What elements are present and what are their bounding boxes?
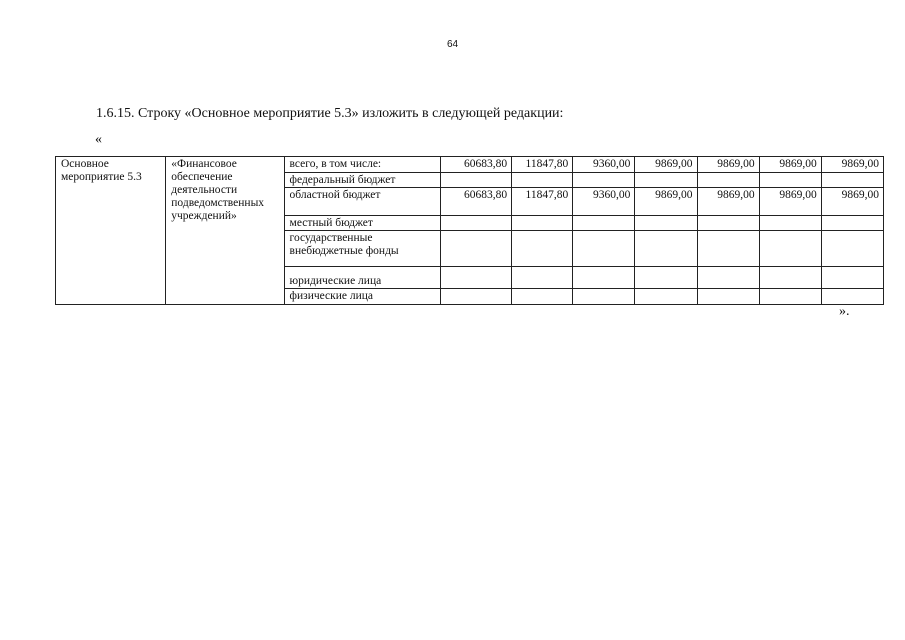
measure-table xyxy=(55,156,884,305)
value-cell: 9869,00 xyxy=(635,157,697,173)
value-cell xyxy=(759,267,821,289)
source-cell: федеральный бюджет xyxy=(284,173,440,188)
value-cell xyxy=(635,173,697,188)
value-cell xyxy=(759,216,821,231)
source-cell xyxy=(284,267,440,289)
page-number: 64 xyxy=(446,39,459,50)
value-cell xyxy=(512,267,573,289)
value-cell: 9869,00 xyxy=(697,157,759,173)
value-cell xyxy=(440,267,511,289)
value-cell xyxy=(512,289,573,305)
closing-quote: ». xyxy=(839,304,850,319)
amendment-heading: 1.6.15. Строку «Основное мероприятие 5.3» изложить в следующей редакции: xyxy=(96,106,564,121)
value-cell: 9869,00 xyxy=(821,188,883,216)
value-cell: 11847,80 xyxy=(512,157,573,173)
source-cell: областной бюджет xyxy=(284,188,440,216)
value-cell: 9869,00 xyxy=(821,157,883,173)
value-cell xyxy=(635,289,697,305)
value-cell: 9869,00 xyxy=(697,188,759,216)
value-cell xyxy=(573,267,635,289)
table-body xyxy=(56,157,884,305)
value-cell xyxy=(697,231,759,267)
value-cell xyxy=(759,289,821,305)
value-cell xyxy=(512,231,573,267)
opening-quote: « xyxy=(95,132,102,147)
source-cell: всего, в том числе: xyxy=(284,157,440,173)
value-cell xyxy=(821,173,883,188)
value-cell xyxy=(697,216,759,231)
value-cell xyxy=(821,289,883,305)
value-cell: 9869,00 xyxy=(759,188,821,216)
value-cell xyxy=(573,216,635,231)
value-cell xyxy=(440,173,511,188)
table-row xyxy=(56,157,884,173)
value-cell xyxy=(440,216,511,231)
value-cell: 9869,00 xyxy=(635,188,697,216)
value-cell xyxy=(573,289,635,305)
measure-name-cell: Основное мероприятие 5.3 xyxy=(56,157,166,305)
value-cell xyxy=(635,216,697,231)
value-cell xyxy=(759,231,821,267)
measure-title-cell: «Финансовое обеспечение деятельности подведомственных учреждений» xyxy=(166,157,284,305)
value-cell xyxy=(821,267,883,289)
value-cell xyxy=(635,231,697,267)
value-cell xyxy=(821,216,883,231)
source-cell: местный бюджет xyxy=(284,216,440,231)
source-cell: физические лица xyxy=(284,289,440,305)
value-cell xyxy=(697,173,759,188)
value-cell xyxy=(821,231,883,267)
value-cell: 60683,80 xyxy=(440,188,511,216)
value-cell: 60683,80 xyxy=(440,157,511,173)
value-cell xyxy=(759,173,821,188)
value-cell: 9869,00 xyxy=(759,157,821,173)
value-cell: 9360,00 xyxy=(573,188,635,216)
value-cell xyxy=(440,289,511,305)
value-cell xyxy=(512,173,573,188)
source-cell: государственные внебюджетные фонды xyxy=(284,231,440,267)
source-label: юридические лица xyxy=(289,275,382,287)
value-cell xyxy=(512,216,573,231)
value-cell: 9360,00 xyxy=(573,157,635,173)
value-cell xyxy=(697,267,759,289)
value-cell xyxy=(573,173,635,188)
value-cell xyxy=(573,231,635,267)
value-cell xyxy=(635,267,697,289)
value-cell: 11847,80 xyxy=(512,188,573,216)
value-cell xyxy=(697,289,759,305)
value-cell xyxy=(440,231,511,267)
